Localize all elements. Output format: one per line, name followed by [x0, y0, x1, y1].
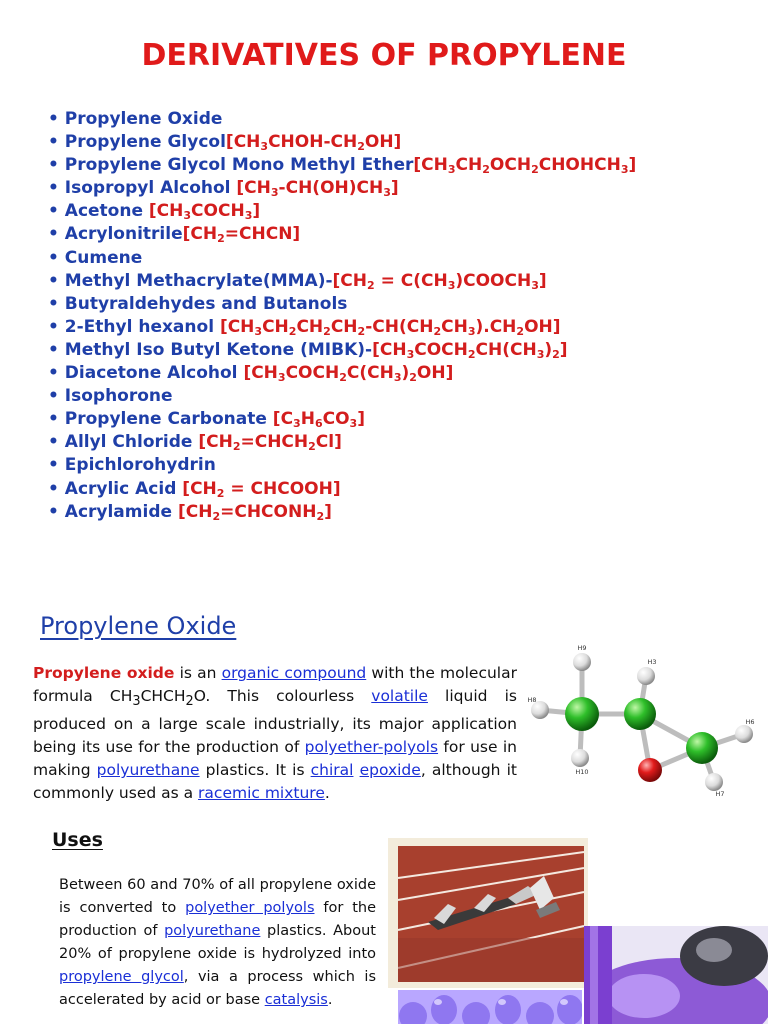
derivative-name: • Propylene Carbonate — [48, 409, 273, 430]
intro-paragraph: Propylene oxide is an organic compound with the molecular formula $CH_3CHCH_2O$. This colourless volatile liquid is produced on a large scale industrially, its major application being its use for the production of polyether-polyols for use in making polyurethane plastics. It is chiral epoxide, although it commonly used as a racemic mixture. — [33, 664, 517, 803]
atom-label: H8 — [527, 696, 537, 704]
running-track-photo — [388, 838, 588, 988]
derivative-name: • Cumene — [48, 247, 143, 268]
derivative-name: • Acetone — [48, 201, 149, 222]
derivative-item — [48, 339, 748, 362]
section-heading: Propylene Oxide — [40, 612, 237, 640]
atom-label: H9 — [577, 644, 587, 652]
derivative-formula: $[CH_3COCH_3]$ — [148, 201, 261, 223]
derivative-formula: $[C_3H_6CO_3]$ — [272, 409, 365, 431]
derivative-formula: $[CH_3CH_2OCH_2CHOHCH_3]$ — [413, 155, 637, 177]
derivative-name: • Acrylic Acid — [48, 478, 183, 499]
derivative-formula: [$CH_2$ = CHCOOH] — [182, 478, 341, 500]
wiki-link[interactable]: volatile — [371, 687, 428, 705]
wiki-link[interactable]: catalysis — [264, 992, 328, 1008]
page-title: DERIVATIVES OF PROPYLENE — [141, 38, 627, 73]
derivative-item — [48, 454, 748, 477]
wiki-link[interactable]: propylene glycol — [59, 969, 184, 985]
derivative-formula: $[CH_3COCH_2C(CH_3)_2OH]$ — [243, 363, 454, 385]
derivative-item — [48, 293, 748, 316]
carbon-atom — [565, 697, 599, 731]
derivative-name: • Methyl Methacrylate(MMA)- — [48, 270, 333, 291]
derivative-name: • Isophorone — [48, 386, 173, 407]
derivative-item — [48, 501, 748, 524]
wiki-link[interactable]: epoxide — [359, 761, 421, 780]
derivative-name: • Propylene Oxide — [48, 109, 223, 129]
derivative-item — [48, 362, 748, 385]
derivative-formula: $[CH_2=CHCH_2Cl]$ — [198, 432, 342, 454]
derivative-formula: $[CH_2=CHCN]$ — [182, 224, 301, 246]
wiki-link[interactable]: racemic mixture — [198, 784, 325, 803]
atom-label: H7 — [715, 790, 725, 798]
derivative-formula: $[CH_3CH_2CH_2CH_2-CH(CH_2CH_3).CH_2OH]$ — [219, 316, 561, 338]
wiki-link[interactable]: polyether polyols — [185, 900, 315, 916]
carbon-atom — [686, 732, 718, 764]
derivative-name: • Isopropyl Alcohol — [48, 178, 237, 199]
atom-label: H3 — [647, 658, 657, 666]
term-highlight: Propylene oxide — [33, 664, 175, 682]
derivative-name: • Acrylonitrile — [48, 224, 183, 245]
derivative-item — [48, 131, 748, 154]
derivative-item — [48, 316, 748, 339]
wiki-link[interactable]: organic compound — [221, 664, 367, 682]
wiki-link[interactable]: polyurethane — [96, 761, 200, 780]
derivatives-list — [48, 108, 748, 524]
derivative-item — [48, 408, 748, 431]
derivative-name: • 2-Ethyl hexanol — [48, 316, 220, 337]
carbon-atom — [624, 698, 656, 730]
hydrogen-atom — [573, 653, 591, 671]
purple-roller-photo — [584, 926, 768, 1024]
derivative-name: • Methyl Iso Butyl Ketone (MIBK)- — [48, 339, 373, 360]
wiki-link[interactable]: polyether-polyols — [304, 738, 439, 757]
derivative-name: • Propylene Glycol Mono Methyl Ether — [48, 155, 414, 176]
derivative-formula: $[CH_3CHOH-CH_2OH]$ — [225, 132, 402, 154]
derivative-name: • Allyl Chloride — [48, 432, 199, 453]
purple-foam-photo — [398, 990, 582, 1024]
derivative-item — [48, 108, 748, 131]
derivative-item — [48, 200, 748, 223]
derivative-name: • Propylene Glycol — [48, 132, 226, 153]
derivative-name: • Epichlorohydrin — [48, 455, 216, 476]
hydrogen-atom — [735, 725, 753, 743]
derivative-name: • Butyraldehydes and Butanols — [48, 293, 348, 314]
propylene-oxide-molecule-image — [522, 636, 762, 806]
derivative-item — [48, 154, 748, 177]
uses-paragraph: Between 60 and 70% of all propylene oxide is converted to polyether polyols for the production of polyurethane plastics. About 20% of propylene oxide is hydrolyzed into propylene glycol, via a process which is accelerated by acid or base catalysis. — [59, 877, 376, 1008]
hydrogen-atom — [637, 667, 655, 685]
derivative-item — [48, 385, 748, 408]
derivative-item — [48, 478, 748, 501]
uses-heading: Uses — [52, 829, 103, 851]
oxygen-atom — [638, 758, 662, 782]
atom-label: H10 — [575, 768, 589, 776]
derivative-item — [48, 177, 748, 200]
derivative-item — [48, 223, 748, 246]
derivative-formula: [$CH_2$ = $C(CH_3)COOCH_3$] — [332, 270, 547, 292]
derivative-name: • Diacetone Alcohol — [48, 363, 244, 384]
wiki-link[interactable]: chiral — [310, 761, 354, 780]
hydrogen-atom — [705, 773, 723, 791]
derivative-formula: $[CH_2=CHCONH_2]$ — [177, 501, 332, 523]
hydrogen-atom — [571, 749, 589, 767]
wiki-link[interactable]: polyurethane — [164, 923, 261, 939]
derivative-item — [48, 270, 748, 293]
derivative-formula: $[CH_3-CH(OH)CH_3]$ — [236, 178, 399, 200]
derivative-item — [48, 247, 748, 270]
derivative-formula: $[CH_3COCH_2CH(CH_3)_2]$ — [372, 339, 568, 361]
atom-label: H6 — [745, 718, 755, 726]
derivative-item — [48, 431, 748, 454]
derivative-name: • Acrylamide — [48, 501, 178, 522]
